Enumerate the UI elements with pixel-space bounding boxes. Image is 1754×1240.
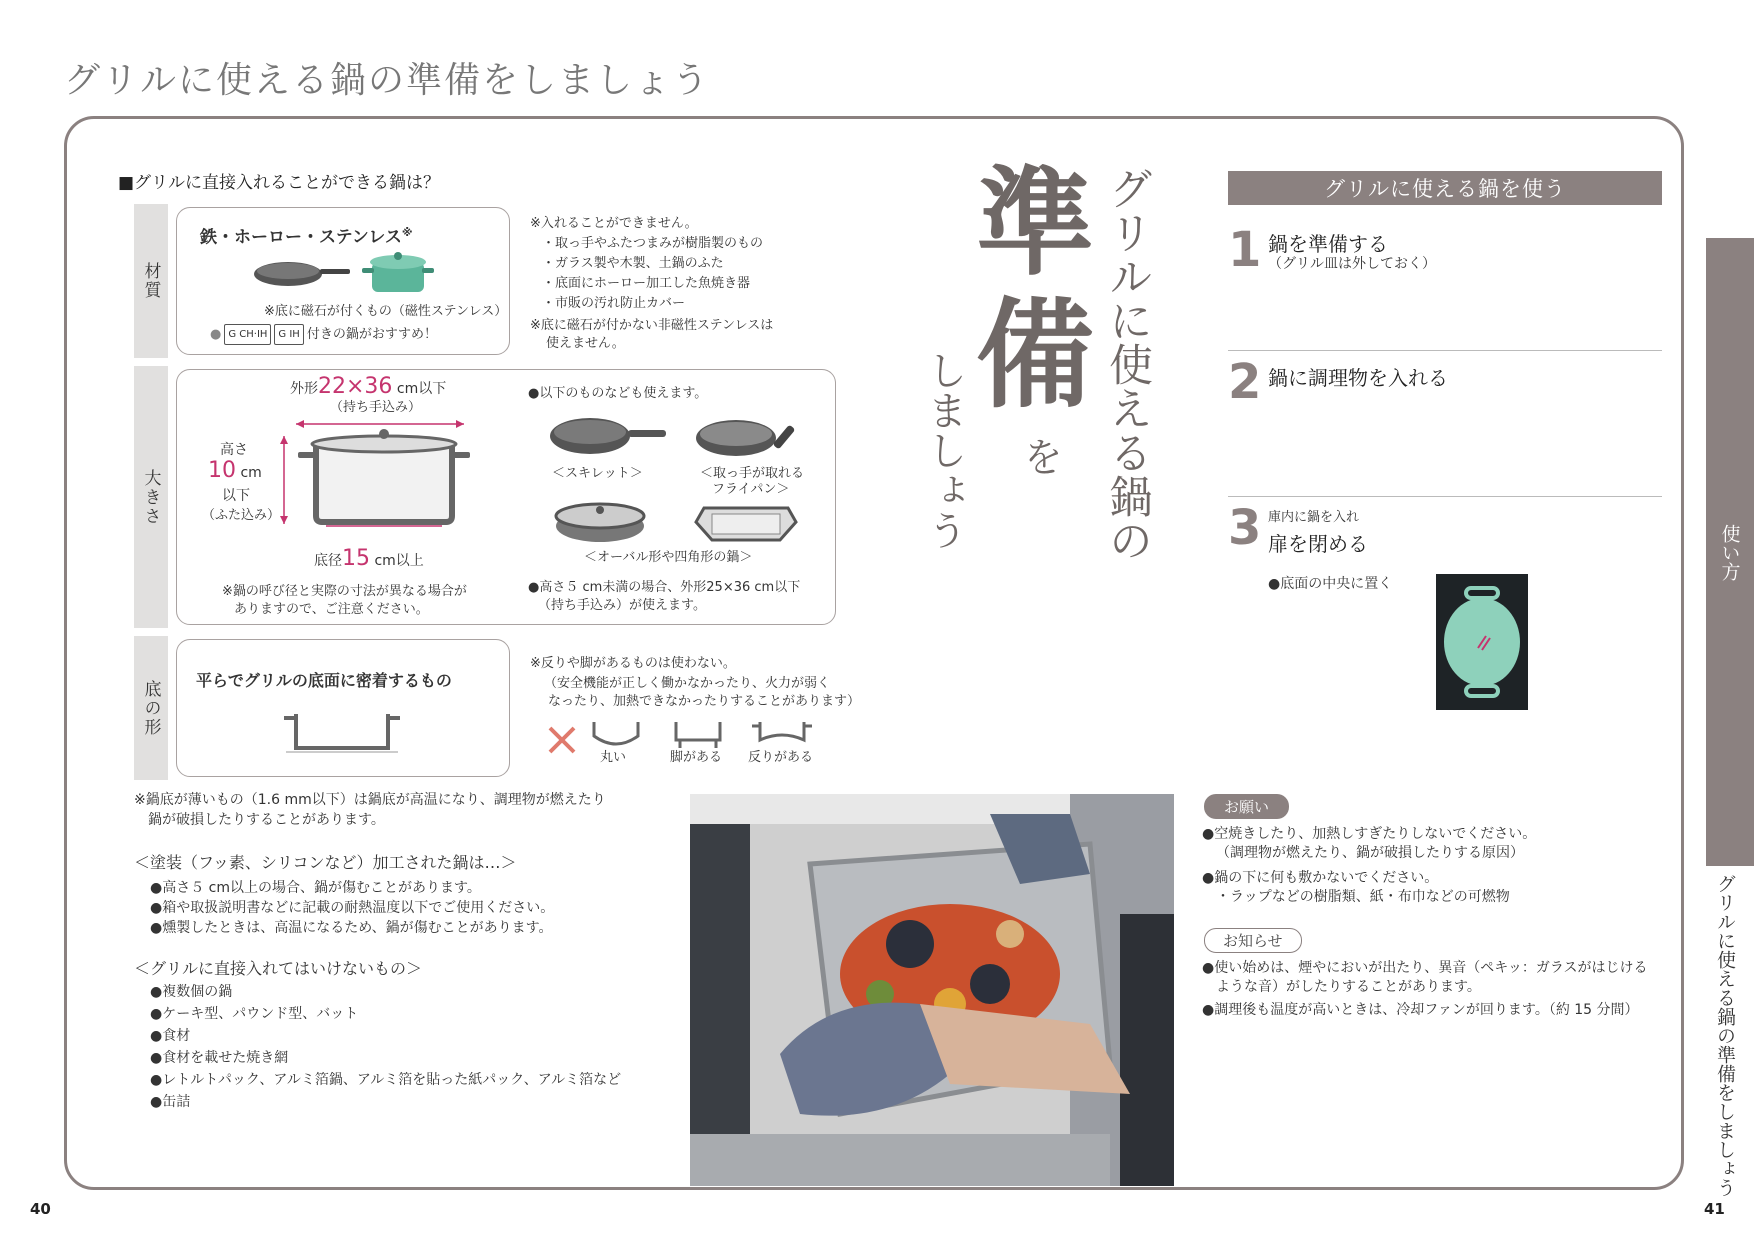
material-pots-illustration bbox=[250, 250, 450, 300]
thin-note-2: 鍋が破損したりすることがあります。 bbox=[148, 812, 385, 828]
request-item: ・ラップなどの樹脂類、紙・布巾などの可燃物 bbox=[1216, 889, 1510, 905]
not-allowed-title: ※入れることができません。 bbox=[530, 216, 698, 231]
vtitle-big-2: 備 bbox=[956, 292, 1095, 410]
bottom-title: 平らでグリルの底面に密着するもの bbox=[196, 671, 452, 690]
request-item: ●鍋の下に何も敷かないでください。 bbox=[1202, 870, 1439, 886]
recommend-line bbox=[210, 324, 437, 345]
outer-post: cm以下 bbox=[396, 381, 447, 397]
not-allowed-item: ・底面にホーロー加工した魚焼き器 bbox=[542, 276, 751, 291]
material-title-mark: ※ bbox=[401, 226, 413, 239]
vtitle-shimasho: しましょう bbox=[921, 350, 967, 550]
material-title-text: 鉄・ホーロー・ステンレス bbox=[200, 227, 402, 248]
request-item: ●空焼きしたり、加熱しすぎたりしないでください。 bbox=[1202, 826, 1537, 842]
usage-side-tab[interactable]: 使い方 bbox=[1706, 238, 1754, 866]
badge-ch-ih: G CH·IH bbox=[224, 324, 271, 345]
bullet-icon: ● bbox=[210, 327, 222, 342]
ng-warp-label: 反りがある bbox=[748, 750, 814, 765]
ng-round-label: 丸い bbox=[600, 750, 627, 765]
badge-ih: G IH bbox=[274, 324, 303, 345]
nonmag-note: ※底に磁石が付かない非磁性ステンレスは bbox=[530, 318, 774, 333]
step-3-text: 扉を閉める bbox=[1268, 532, 1368, 556]
side-running-title: グリルに使える鍋の準備をしましょう bbox=[1714, 874, 1736, 1197]
material-label: 材質 bbox=[134, 204, 168, 358]
base-post: cm以上 bbox=[374, 553, 424, 569]
forbidden-item: ●複数個の鍋 bbox=[150, 984, 233, 1000]
size-label: 大きさ bbox=[134, 366, 168, 628]
low-note: ●高さ５ cm未満の場合、外形25×36 cm以下 bbox=[528, 580, 801, 595]
teal-pot-icon bbox=[362, 252, 434, 292]
forbidden-item: ●缶詰 bbox=[150, 1094, 191, 1110]
ng-cross-icon bbox=[546, 724, 578, 756]
center-note: ●底面の中央に置く bbox=[1268, 576, 1393, 592]
step-1-text: 鍋を準備する bbox=[1268, 232, 1388, 256]
thin-note: ※鍋底が薄いもの（1.6 mm以下）は鍋底が高温になり、調理物が燃えたり bbox=[134, 792, 606, 808]
recommend-text: 付きの鍋がおすすめ！ bbox=[306, 327, 437, 342]
forbidden-heading: ＜グリルに直接入れてはいけないもの＞ bbox=[134, 959, 423, 978]
legged-pot-icon bbox=[668, 718, 728, 750]
notice-item: ●調理後も温度が高いときは、冷却ファンが回ります。（約 15 分間） bbox=[1202, 1002, 1639, 1018]
ng-legs-label: 脚がある bbox=[670, 750, 723, 765]
skillet-icon bbox=[548, 410, 668, 460]
step-3-number: 3 bbox=[1228, 500, 1262, 556]
oval-label: ＜オーバル形や四角形の鍋＞ bbox=[584, 550, 753, 565]
warped-pot-icon bbox=[750, 718, 814, 750]
base-value: 15 bbox=[342, 546, 370, 571]
step-1-number: 1 bbox=[1228, 222, 1262, 278]
section-heading: ■グリルに直接入れることができる鍋は？ bbox=[118, 173, 441, 193]
coated-item: ●箱や取扱説明書などに記載の耐熱温度以下でご使用ください。 bbox=[150, 900, 555, 916]
bottom-label: 底の形 bbox=[134, 636, 168, 780]
vtitle-big-1: 準 bbox=[956, 160, 1095, 278]
vtitle-wo: を bbox=[1017, 436, 1063, 476]
outer-pre: 外形 bbox=[290, 381, 318, 397]
step-divider bbox=[1228, 496, 1662, 497]
step-1-sub: （グリル皿は外しておく） bbox=[1268, 256, 1436, 272]
step-2-number: 2 bbox=[1228, 354, 1262, 410]
flat-pot-icon bbox=[282, 706, 402, 756]
request-tag: お願い bbox=[1204, 794, 1289, 819]
frying-pan-icon bbox=[254, 262, 350, 286]
height-value: 10 bbox=[208, 458, 236, 483]
grill-top-view-illustration bbox=[1436, 574, 1528, 710]
step-2-text: 鍋に調理物を入れる bbox=[1268, 366, 1448, 390]
notice-item: ような音）がしたりすることがあります。 bbox=[1216, 979, 1481, 995]
height-below: 以下 bbox=[222, 488, 250, 504]
coated-heading: ＜塗装（フッ素、シリコンなど）加工された鍋は…＞ bbox=[134, 853, 517, 872]
oval-pot-icon bbox=[548, 496, 652, 546]
request-item: （調理物が燃えたり、鍋が破損したりする原因） bbox=[1216, 845, 1524, 861]
height-unit: cm bbox=[240, 465, 262, 481]
low-note-2: （持ち手込み）が使えます。 bbox=[538, 598, 706, 613]
not-allowed-item: ・ガラス製や木製、土鍋のふた bbox=[542, 256, 724, 271]
coated-item: ●高さ５ cm以上の場合、鍋が傷むことがあります。 bbox=[150, 880, 481, 896]
cooking-photo bbox=[690, 794, 1174, 1186]
page-title: グリルに使える鍋の準備をしましょう bbox=[64, 60, 711, 101]
height-size bbox=[208, 460, 262, 484]
forbidden-item: ●食材 bbox=[150, 1028, 191, 1044]
outer-size bbox=[290, 376, 446, 400]
outer-sub: （持ち手込み） bbox=[330, 400, 422, 415]
bottom-warn-3: なったり、加熱できなかったりすることがあります） bbox=[548, 694, 861, 709]
material-title bbox=[200, 222, 413, 249]
bottom-warn-2: （安全機能が正しく働かなかったり、火力が弱く bbox=[544, 676, 831, 691]
forbidden-item: ●ケーキ型、パウンド型、バット bbox=[150, 1006, 359, 1022]
detachable-pan-icon bbox=[694, 412, 808, 462]
not-allowed-item: ・取っ手やふたつまみが樹脂製のもの bbox=[542, 236, 764, 251]
size-note: ※鍋の呼び径と実際の寸法が異なる場合が bbox=[222, 584, 467, 599]
outer-value: 22×36 bbox=[318, 374, 393, 399]
notice-tag: お知らせ bbox=[1204, 928, 1302, 953]
nonmag-note-2: 使えません。 bbox=[546, 336, 625, 351]
forbidden-item: ●レトルトパック、アルミ箔鍋、アルミ箔を貼った紙パック、アルミ箔など bbox=[150, 1072, 622, 1088]
height-sub: （ふた込み） bbox=[202, 508, 281, 523]
skillet-label: ＜スキレット＞ bbox=[552, 466, 643, 481]
bottom-warn: ※反りや脚があるものは使わない。 bbox=[530, 656, 736, 671]
coated-item: ●燻製したときは、高温になるため、鍋が傷むことがあります。 bbox=[150, 920, 553, 936]
not-allowed-item: ・市販の汚れ防止カバー bbox=[542, 296, 686, 311]
height-label: 高さ bbox=[220, 442, 248, 458]
step-3-sub: 庫内に鍋を入れ bbox=[1268, 510, 1360, 525]
step-divider bbox=[1228, 350, 1662, 351]
vtitle-right: グリルに使える鍋の bbox=[1101, 166, 1152, 562]
forbidden-item: ●食材を載せた焼き網 bbox=[150, 1050, 289, 1066]
round-bottom-pot-icon bbox=[586, 718, 646, 750]
pan-label-2: フライパン＞ bbox=[712, 482, 790, 497]
page-number-left: 40 bbox=[30, 1200, 51, 1218]
square-pot-icon bbox=[690, 500, 802, 546]
notice-item: ●使い始めは、煙やにおいが出たり、異音（ペキッ：ガラスがはじける bbox=[1202, 960, 1648, 976]
pot-dimension-diagram bbox=[276, 416, 472, 528]
use-pot-heading: グリルに使える鍋を使う bbox=[1228, 171, 1662, 205]
size-note-2: ありますので、ご注意ください。 bbox=[234, 602, 429, 617]
magnet-note: ※底に磁石が付くもの（磁性ステンレス） bbox=[264, 304, 508, 319]
page-number-right: 41 bbox=[1704, 1200, 1725, 1218]
also-ok: ●以下のものなども使えます。 bbox=[528, 386, 708, 401]
base-size bbox=[314, 548, 424, 572]
base-pre: 底径 bbox=[314, 553, 342, 569]
pan-label: ＜取っ手が取れる bbox=[700, 466, 805, 481]
